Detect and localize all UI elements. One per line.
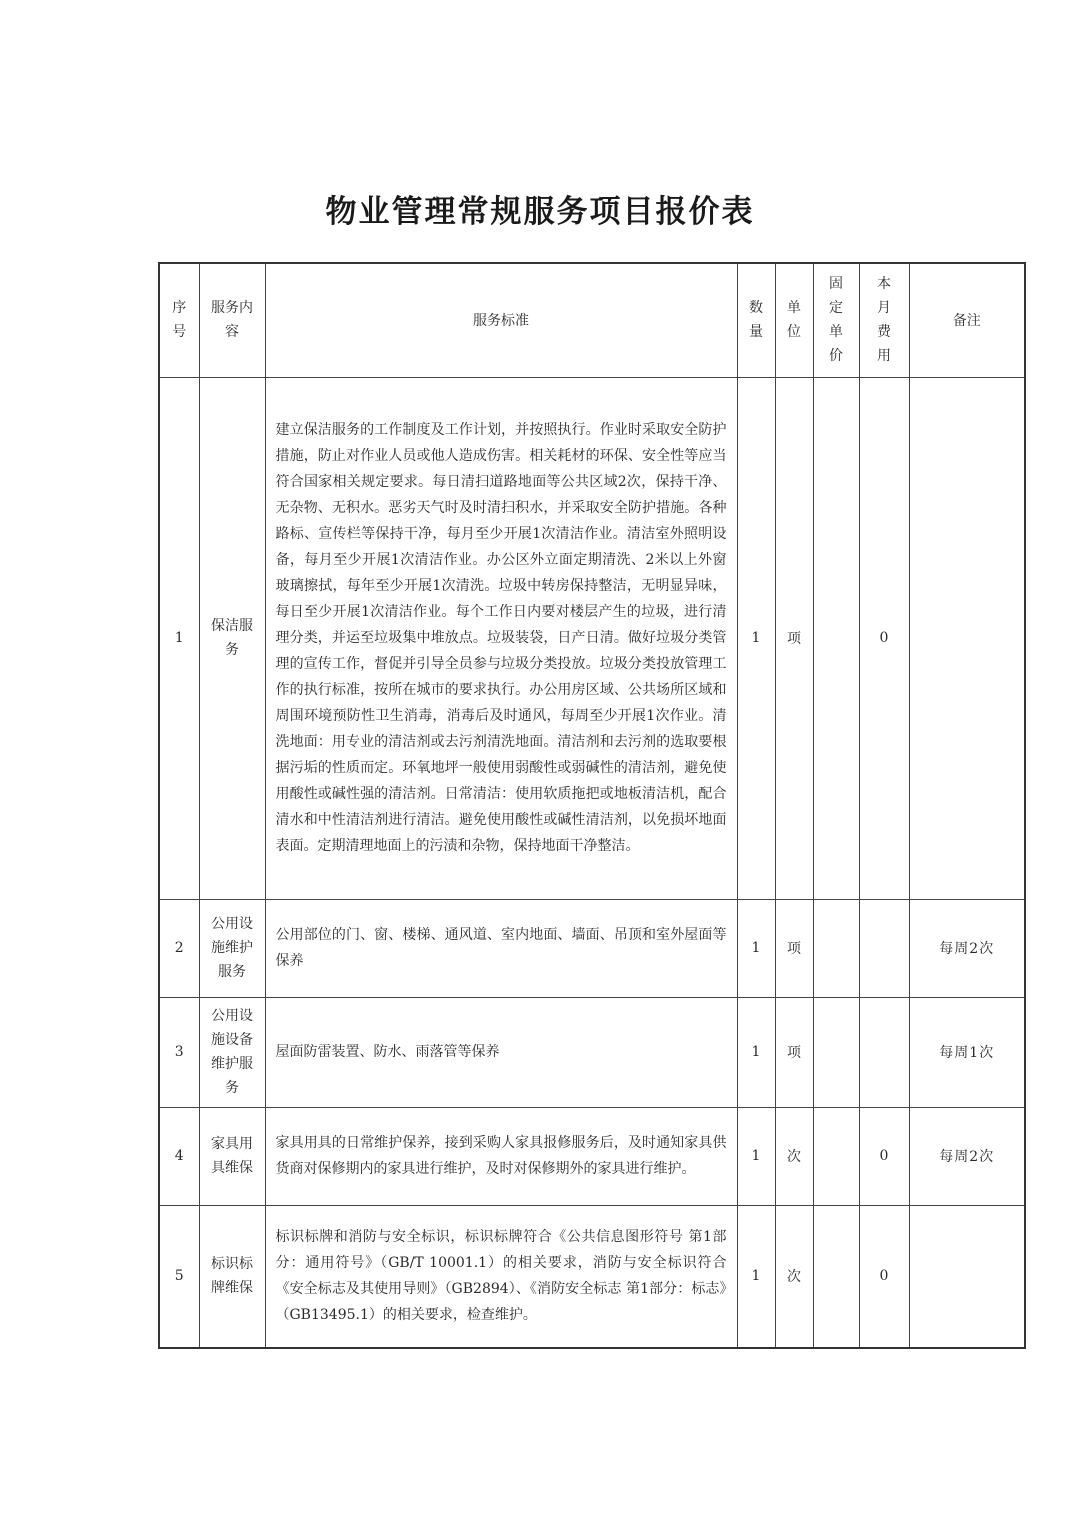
table-header-row	[159, 263, 1025, 377]
page-title: 物业管理常规服务项目报价表	[325, 194, 755, 230]
cell-seq: 2	[159, 899, 199, 997]
cell-remark	[909, 377, 1025, 899]
cell-seq: 1	[159, 377, 199, 899]
cell-standard: 建立保洁服务的工作制度及工作计划，并按照执行。作业时采取安全防护措施，防止对作业人员或他人造成伤害。相关耗材的环保、安全性等应当符合国家相关规定要求。每日清扫道路地面等公共区域2次，保持干净、无杂物、无积水。恶劣天气时及时清扫积水，并采取安全防护措施。各种路标、宣传栏等保持干净，每月至少开展1次清洁作业。清洁室外照明设备，每月至少开展1次清洁作业。办公区外立面定期清洗、2米以上外窗玻璃擦拭，每年至少开展1次清洗。垃圾中转房保持整洁，无明显异味，每日至少开展1次清洁作业。每个工作日内要对楼层产生的垃圾，进行清理分类，并运至垃圾集中堆放点。垃圾装袋，日产日清。做好垃圾分类管理的宣传工作，督促并引导全员参与垃圾分类投放。垃圾分类投放管理工作的执行标准，按所在城市的要求执行。办公用房区域、公共场所区域和周围环境预防性卫生消毒，消毒后及时通风，每周至少开展1次作业。清洗地面：用专业的清洁剂或去污剂清洗地面。清洁剂和去污剂的选取要根据污垢的性质而定。环氧地坪一般使用弱酸性或弱碱性的清洁剂，避免使用酸性或碱性强的清洁剂。日常清洁：使用软质拖把或地板清洁机，配合清水和中性清洁剂进行清洁。避免使用酸性或碱性清洁剂，以免损坏地面表面。定期清理地面上的污渍和杂物，保持地面干净整洁。	[265, 377, 737, 899]
header-content: 服务内 容	[199, 263, 265, 377]
cell-fixed-price	[813, 1107, 859, 1205]
table-row	[159, 377, 1025, 899]
header-unit: 单 位	[775, 263, 813, 377]
table-row	[159, 1205, 1025, 1348]
header-remark: 备注	[909, 263, 1025, 377]
table-row	[159, 997, 1025, 1107]
cell-seq: 3	[159, 997, 199, 1107]
cell-standard: 家具用具的日常维护保养，接到采购人家具报修服务后，及时通知家具供货商对保修期内的家具进行维护，及时对保修期外的家具进行维护。	[265, 1107, 737, 1205]
cell-fixed-price	[813, 377, 859, 899]
cell-unit: 项	[775, 899, 813, 997]
cell-qty: 1	[737, 377, 775, 899]
cell-content: 家具用 具维保	[199, 1107, 265, 1205]
cell-unit: 项	[775, 377, 813, 899]
cell-qty: 1	[737, 1205, 775, 1348]
table-row	[159, 899, 1025, 997]
cell-monthly-fee: 0	[859, 1107, 909, 1205]
cell-monthly-fee: 0	[859, 377, 909, 899]
cell-content: 公用设 施设备 维护服 务	[199, 997, 265, 1107]
cell-remark: 每周2次	[909, 899, 1025, 997]
cell-standard: 标识标牌和消防与安全标识，标识标牌符合《公共信息图形符号 第1部分：通用符号》（GB/T 10001.1）的相关要求，消防与安全标识符合《安全标志及其使用导则》（GB2894）、《消防安全标志 第1部分：标志》（GB13495.1）的相关要求，检查维护。	[265, 1205, 737, 1348]
cell-fixed-price	[813, 1205, 859, 1348]
cell-standard: 公用部位的门、窗、楼梯、通风道、室内地面、墙面、吊顶和室外屋面等保养	[265, 899, 737, 997]
header-seq: 序 号	[159, 263, 199, 377]
header-qty: 数 量	[737, 263, 775, 377]
cell-remark	[909, 1205, 1025, 1348]
cell-monthly-fee	[859, 899, 909, 997]
cell-fixed-price	[813, 899, 859, 997]
cell-seq: 5	[159, 1205, 199, 1348]
cell-unit: 次	[775, 1107, 813, 1205]
cell-monthly-fee	[859, 997, 909, 1107]
table-row	[159, 1107, 1025, 1205]
header-fixed-price: 固 定 单 价	[813, 263, 859, 377]
cell-fixed-price	[813, 997, 859, 1107]
cell-unit: 次	[775, 1205, 813, 1348]
cell-remark: 每周1次	[909, 997, 1025, 1107]
cell-seq: 4	[159, 1107, 199, 1205]
cell-content: 保洁服 务	[199, 377, 265, 899]
header-monthly-fee: 本 月 费 用	[859, 263, 909, 377]
cell-monthly-fee: 0	[859, 1205, 909, 1348]
quote-table	[158, 262, 1026, 1349]
cell-standard: 屋面防雷装置、防水、雨落管等保养	[265, 997, 737, 1107]
header-standard: 服务标准	[265, 263, 737, 377]
cell-remark: 每周2次	[909, 1107, 1025, 1205]
cell-content: 标识标 牌维保	[199, 1205, 265, 1348]
cell-content: 公用设 施维护 服务	[199, 899, 265, 997]
cell-qty: 1	[737, 899, 775, 997]
cell-qty: 1	[737, 997, 775, 1107]
cell-qty: 1	[737, 1107, 775, 1205]
cell-unit: 项	[775, 997, 813, 1107]
